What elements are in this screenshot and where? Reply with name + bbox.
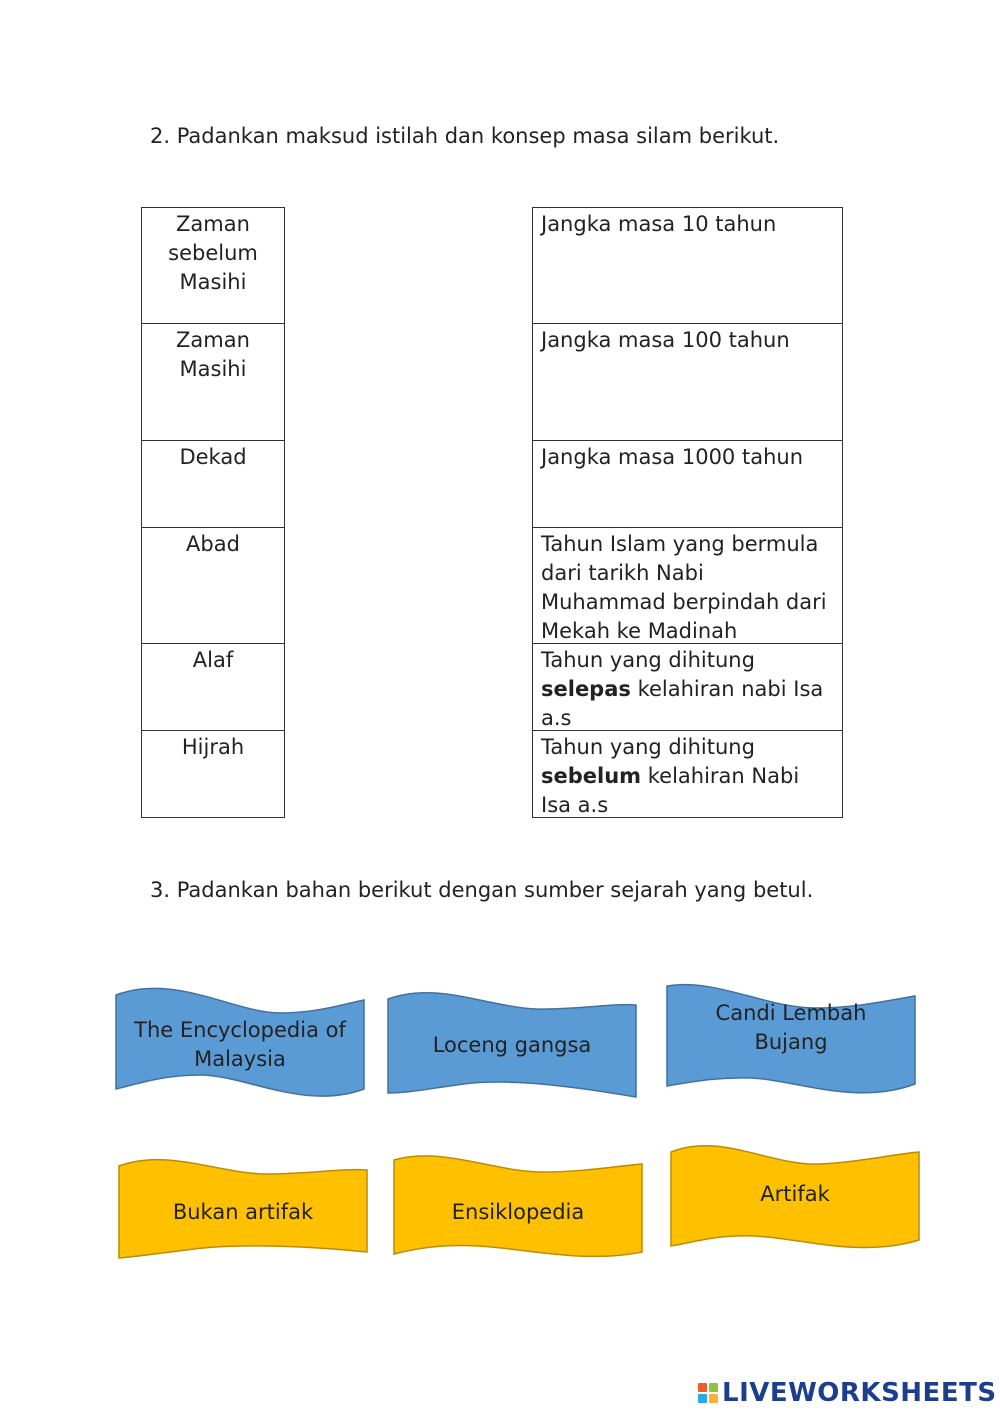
meaning-text: Tahun Islam yang bermula dari tarikh Nabi Muhammad berpindah dari Mekah ke Madinah — [541, 532, 834, 643]
material-banner[interactable] — [115, 985, 365, 1105]
source-label: Bukan artifak — [172, 1199, 314, 1224]
material-label: Candi Lembah Bujang — [715, 1001, 867, 1054]
meaning-cell[interactable] — [532, 207, 843, 324]
material-label: Loceng gangsa — [432, 1032, 592, 1057]
term-cell[interactable]: Abad — [141, 527, 285, 644]
meaning-emphasis: sebelum — [541, 764, 642, 788]
term-cell[interactable]: Zaman sebelum Masihi — [141, 207, 285, 324]
term-cell[interactable]: Dekad — [141, 440, 285, 528]
source-banner[interactable] — [118, 1152, 368, 1272]
meaning-text: kelahiran nabi Isa a.s — [541, 677, 830, 730]
source-banner[interactable] — [393, 1152, 643, 1272]
meaning-cell[interactable] — [532, 527, 843, 644]
liveworksheets-mark-icon — [698, 1383, 718, 1403]
meaning-cell[interactable] — [532, 643, 843, 731]
question-2-title: 2. Padankan maksud istilah dan konsep masa silam berikut. — [150, 124, 780, 148]
source-label: Artifak — [760, 1181, 830, 1206]
term-cell[interactable]: Zaman Masihi — [141, 323, 285, 441]
meaning-emphasis: selepas — [541, 677, 631, 701]
source-label: Ensiklopedia — [451, 1199, 585, 1224]
mark-square — [709, 1394, 718, 1403]
question-3-title: 3. Padankan bahan berikut dengan sumber sejarah yang betul. — [150, 878, 814, 902]
mark-square — [698, 1394, 707, 1403]
meaning-cell[interactable] — [532, 323, 843, 441]
mark-square — [709, 1383, 718, 1392]
material-label: The Encyclopedia of Malaysia — [134, 1018, 346, 1071]
meaning-text: Tahun yang dihitung — [541, 648, 762, 672]
meaning-text: Tahun yang dihitung — [541, 735, 762, 759]
meaning-text: kelahiran Nabi Isa a.s — [541, 764, 806, 817]
term-cell[interactable]: Alaf — [141, 643, 285, 731]
meaning-text: Jangka masa 100 tahun — [541, 328, 790, 352]
meaning-text: Jangka masa 1000 tahun — [541, 445, 803, 469]
meaning-cell[interactable] — [532, 440, 843, 528]
meaning-text: Jangka masa 10 tahun — [541, 212, 777, 236]
term-cell[interactable]: Hijrah — [141, 730, 285, 818]
mark-square — [698, 1383, 707, 1392]
liveworksheets-logo — [698, 1378, 997, 1408]
liveworksheets-text: LIVEWORKSHEETS — [722, 1378, 997, 1408]
source-banner[interactable] — [670, 1138, 920, 1258]
material-banner[interactable] — [387, 985, 637, 1105]
material-banner[interactable] — [666, 982, 916, 1102]
meaning-cell[interactable] — [532, 730, 843, 818]
